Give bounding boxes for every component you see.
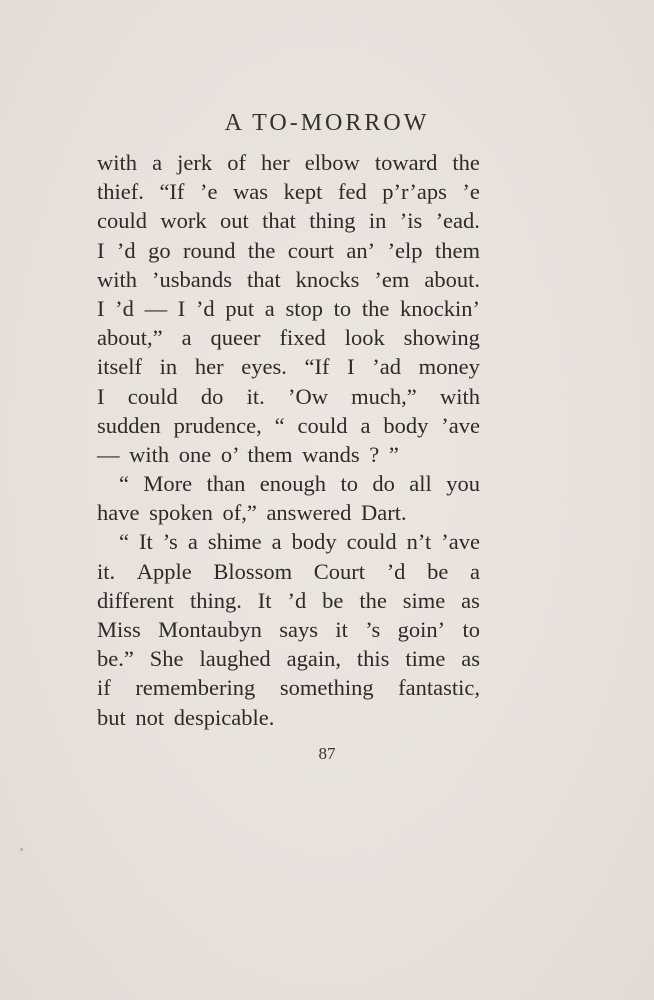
text-line: I could do it. ’Ow much,” with [97,383,480,409]
text-line: with a jerk of her elbow toward the [97,150,480,175]
text-line: with ’usbands that knocks ’em about. [97,266,480,292]
page-number: 87 [318,744,336,763]
text-line: thief. “If ’e was kept fed p’r’aps ’e [97,179,480,205]
text-line: be.” She laughed again, this time as [97,646,480,672]
text-line: I ’d — I ’d put a stop to the knockin’ [97,295,480,321]
text-line: about,” a queer fixed look showing [97,325,480,351]
text-line: it. Apple Blossom Court ’d be a [97,558,480,584]
text-line: have spoken of,” answered Dart. [97,500,407,526]
text-line: itself in her eyes. “If I ’ad money [97,354,480,380]
text-line: — with one o’ them wands ? ” [97,441,399,467]
text-line: “ It ’s a shime a body could n’t ’ave [119,529,480,555]
text-line: but not despicable. [97,704,275,730]
text-line: “ More than enough to do all you [119,471,480,497]
text-line: different thing. It ’d be the sime as [97,587,480,613]
text-line: sudden prudence, “ could a body ’ave [97,412,480,438]
text-line: I ’d go round the court an’ ’elp them [97,237,480,263]
text-line: if remembering something fantastic, [97,675,480,701]
paper-speck [20,848,23,851]
text-line: Miss Montaubyn says it ’s goin’ to [97,617,480,642]
text-line: could work out that thing in ’is ’ead. [97,208,480,234]
running-head: A TO-MORROW [224,110,430,136]
body-text [97,148,480,732]
